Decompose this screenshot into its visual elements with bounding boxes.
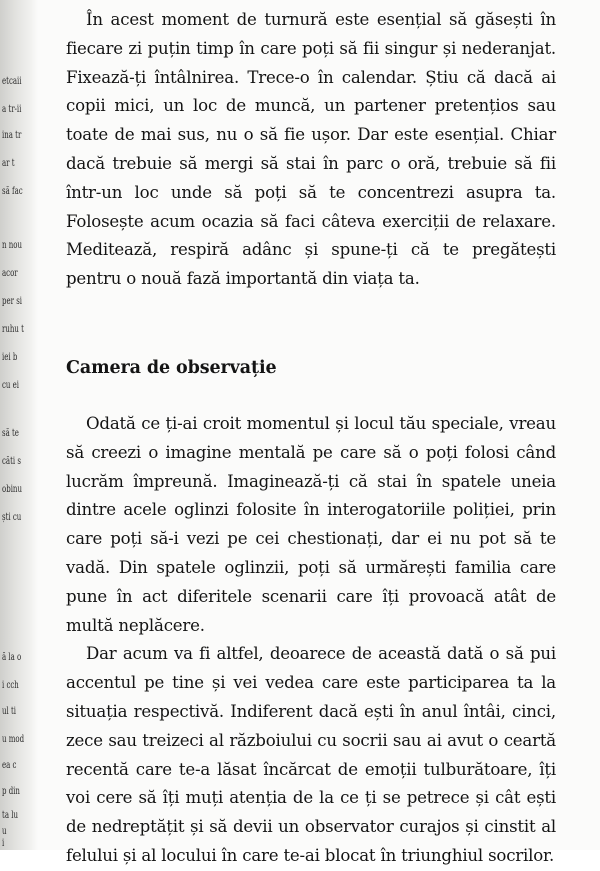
margin-fragment: u mod — [2, 734, 25, 745]
margin-fragment: ști cu — [2, 512, 22, 523]
margin-fragment: iei b — [2, 352, 18, 363]
margin-fragment: ar t — [2, 158, 15, 169]
margin-fragment: u — [2, 826, 7, 837]
body-text — [66, 6, 556, 871]
margin-fragment: să fac — [2, 186, 23, 197]
margin-fragment: n nou — [2, 240, 22, 251]
margin-fragment: ta lu — [2, 810, 18, 821]
margin-fragment: i — [2, 838, 5, 849]
margin-fragment: ea c — [2, 760, 17, 771]
margin-fragment: ina tr — [2, 130, 22, 141]
margin-fragment: p din — [2, 786, 20, 797]
margin-fragment: să te — [2, 428, 19, 439]
margin-fragment: ul ti — [2, 706, 17, 717]
section-heading: Camera de observație — [66, 357, 277, 378]
paragraph-1: În acest moment de turnură este esențial să găsești în fiecare zi puțin timp în care poți să fii singur și nederanjat. Fixează-ți întâlnirea. Trece-o în calendar. Știu că dacă ai copii mici, un loc de muncă, un partener pretențios sau toate de mai sus, nu o să fie ușor. Dar este esențial. Chiar dacă trebuie să mergi să stai în parc o oră, trebuie să fii într-un loc unde să poți să te concentrezi asupra ta. Folosește acum ocazia să faci câteva exerciții de relaxare. Meditează, respiră adânc și spune-ți că te pregătești pentru o nouă fază importantă din viața ta. — [66, 10, 556, 289]
margin-fragment: căti s — [2, 456, 21, 467]
margin-fragment: ă la o — [2, 652, 22, 663]
margin-fragment: etcaii — [2, 76, 22, 87]
margin-fragment: i cch — [2, 680, 19, 691]
paragraph-2: Odată ce ți-ai croit momentul și locul tău speciale, vreau să creezi o imagine mentală pe care să o poți folosi când lucrăm împreună. Imaginează-ți că stai în spatele uneia dintre acele oglinzi folosite în interogatoriile poliției, prin care poți să-i vezi pe cei chestionați, dar ei nu pot să te vadă. Din spatele oglinzii, poți să urmărești familia care pune în act diferitele scenarii care îți provoacă atât de multă neplăcere. — [66, 413, 556, 635]
margin-fragment: a tr-ii — [2, 104, 22, 115]
margin-fragment: per si — [2, 296, 23, 307]
margin-fragment: ruhu t — [2, 324, 24, 335]
paragraph-3: Dar acum va fi altfel, deoarece de această dată o să pui accentul pe tine și vei vedea care este participarea ta la situația respectivă. Indiferent dacă ești în anul întâi, cinci, zece sau treizeci al războiului cu socrii sau ai avut o ceartă recentă care te-a lăsat încărcat de emoții tulburătoare, îți voi cere să îți muți atenția de la ce ți se petrece și cât ești de nedreptățit și să devii un observator curajos și cinstit al felului și al locului în care te-ai blocat în triunghiul socrilor. — [66, 644, 556, 865]
margin-fragment: acor — [2, 268, 18, 279]
facing-page-margin-fragments — [2, 0, 36, 850]
margin-fragment: obinu — [2, 484, 22, 495]
margin-fragment: cu ei — [2, 380, 20, 391]
